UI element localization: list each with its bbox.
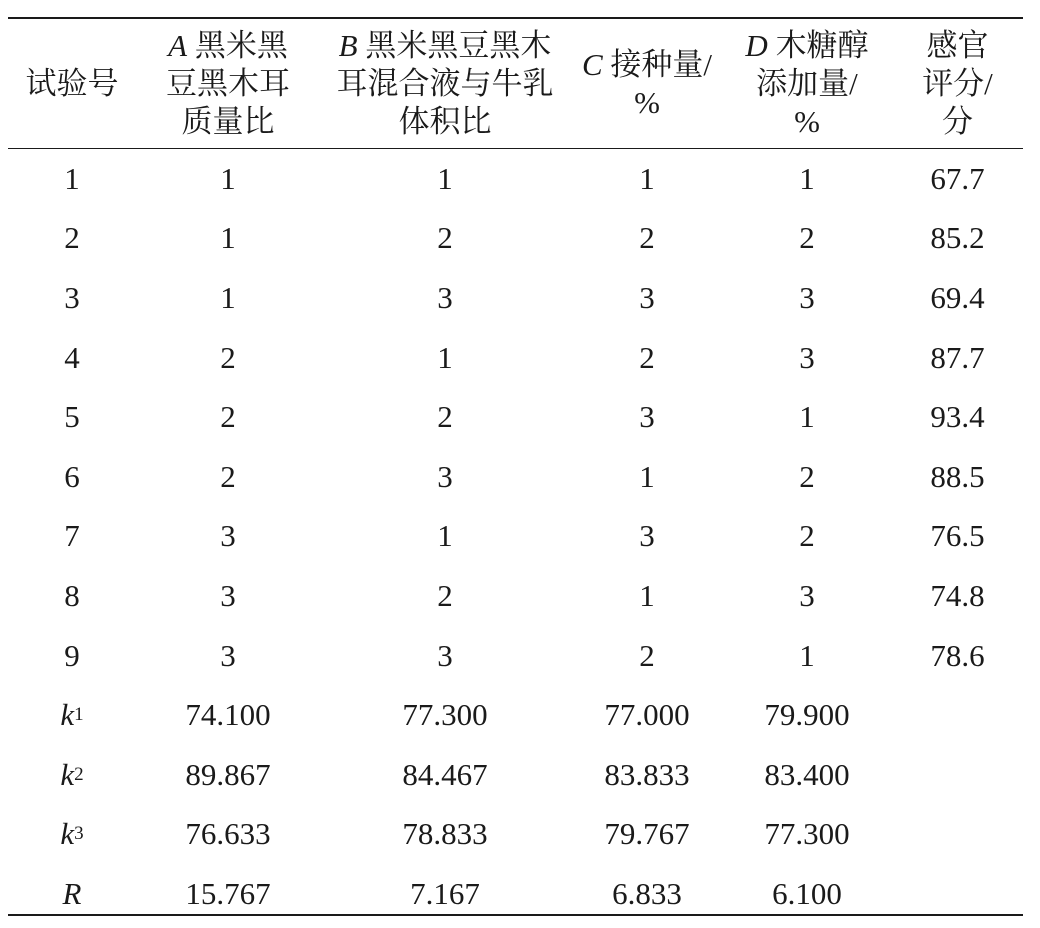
- stat-value-cell: 77.300: [402, 697, 488, 733]
- level-cell: 1: [220, 279, 236, 315]
- level-cell: 3: [437, 637, 453, 673]
- score-cell: 87.7: [930, 339, 985, 375]
- level-cell: 3: [220, 577, 236, 613]
- stat-value-cell: 15.767: [185, 875, 271, 911]
- trial-number-cell: 5: [64, 399, 80, 435]
- level-cell: 2: [799, 220, 815, 256]
- level-cell: 2: [639, 339, 655, 375]
- level-cell: 2: [799, 458, 815, 494]
- score-cell: 74.8: [930, 577, 985, 613]
- level-cell: 2: [639, 220, 655, 256]
- score-cell: 76.5: [930, 518, 985, 554]
- level-cell: 1: [437, 339, 453, 375]
- header-factor-d: D 木糖醇 添加量/ %: [745, 27, 869, 139]
- stat-value-cell: 83.833: [604, 756, 690, 792]
- stat-value-cell: 84.467: [402, 756, 488, 792]
- level-cell: 1: [799, 637, 815, 673]
- header-trial-no: 试验号: [25, 65, 119, 101]
- stat-value-cell: 89.867: [185, 756, 271, 792]
- stat-value-cell: 6.833: [612, 875, 682, 911]
- level-cell: 3: [437, 279, 453, 315]
- trial-number-cell: 2: [64, 220, 80, 256]
- header-factor-c: C 接种量/ %: [581, 46, 713, 120]
- level-cell: 1: [639, 160, 655, 196]
- level-cell: 1: [220, 160, 236, 196]
- table-row: [8, 447, 1023, 507]
- stat-value-cell: 79.900: [764, 697, 850, 733]
- level-cell: 3: [799, 339, 815, 375]
- table-row: [8, 387, 1023, 447]
- trial-number-cell: 1: [64, 160, 80, 196]
- level-cell: 2: [639, 637, 655, 673]
- trial-number-cell: 6: [64, 458, 80, 494]
- level-cell: 2: [799, 518, 815, 554]
- trial-number-cell: 8: [64, 577, 80, 613]
- level-cell: 2: [220, 399, 236, 435]
- table-row: [8, 328, 1023, 388]
- score-cell: 67.7: [930, 160, 985, 196]
- level-cell: 3: [639, 518, 655, 554]
- level-cell: 2: [220, 339, 236, 375]
- stat-value-cell: 79.767: [604, 816, 690, 852]
- level-cell: 2: [437, 577, 453, 613]
- level-cell: 3: [799, 577, 815, 613]
- stat-value-cell: 78.833: [402, 816, 488, 852]
- level-cell: 1: [220, 220, 236, 256]
- level-cell: 3: [220, 518, 236, 554]
- table-row: [8, 566, 1023, 626]
- level-cell: 2: [220, 458, 236, 494]
- table-bottom-rule: [8, 914, 1023, 916]
- header-sensory-score: 感官 评分/ 分: [922, 27, 993, 139]
- level-cell: 3: [799, 279, 815, 315]
- stat-label: k 3: [60, 816, 84, 852]
- table-row: [8, 268, 1023, 328]
- header-factor-a: A 黑米黑 豆黑木耳 质量比: [166, 27, 290, 139]
- score-cell: 85.2: [930, 220, 985, 256]
- stat-value-cell: 76.633: [185, 816, 271, 852]
- table-row: [8, 507, 1023, 567]
- level-cell: 3: [220, 637, 236, 673]
- trial-number-cell: 3: [64, 279, 80, 315]
- stat-value-cell: 74.100: [185, 697, 271, 733]
- trial-number-cell: 9: [64, 637, 80, 673]
- level-cell: 1: [799, 160, 815, 196]
- level-cell: 3: [639, 399, 655, 435]
- level-cell: 1: [639, 458, 655, 494]
- factor-c-letter: C: [581, 46, 603, 82]
- score-cell: 88.5: [930, 458, 985, 494]
- stat-value-cell: 7.167: [410, 875, 480, 911]
- stat-label: k 1: [60, 697, 84, 733]
- level-cell: 2: [437, 399, 453, 435]
- stats-row: [8, 685, 1023, 745]
- level-cell: 1: [437, 160, 453, 196]
- stat-label: k 2: [60, 756, 84, 792]
- level-cell: 2: [437, 220, 453, 256]
- stats-row: [8, 745, 1023, 805]
- stats-row: [8, 805, 1023, 865]
- stat-value-cell: 77.000: [604, 697, 690, 733]
- table-row: [8, 626, 1023, 686]
- level-cell: 1: [799, 399, 815, 435]
- factor-b-letter: B: [338, 27, 358, 63]
- level-cell: 1: [639, 577, 655, 613]
- stat-label: R: [62, 875, 82, 911]
- table-row: [8, 149, 1023, 209]
- stat-value-cell: 6.100: [772, 875, 842, 911]
- stat-value-cell: 83.400: [764, 756, 850, 792]
- score-cell: 78.6: [930, 637, 985, 673]
- table-row: [8, 209, 1023, 269]
- level-cell: 3: [437, 458, 453, 494]
- trial-number-cell: 4: [64, 339, 80, 375]
- level-cell: 1: [437, 518, 453, 554]
- score-cell: 69.4: [930, 279, 985, 315]
- trial-number-cell: 7: [64, 518, 80, 554]
- header-factor-b: B 黑米黑豆黑木 耳混合液与牛乳 体积比: [336, 27, 554, 139]
- factor-d-letter: D: [745, 27, 768, 63]
- factor-a-letter: A: [168, 27, 188, 63]
- score-cell: 93.4: [930, 399, 985, 435]
- stat-value-cell: 77.300: [764, 816, 850, 852]
- level-cell: 3: [639, 279, 655, 315]
